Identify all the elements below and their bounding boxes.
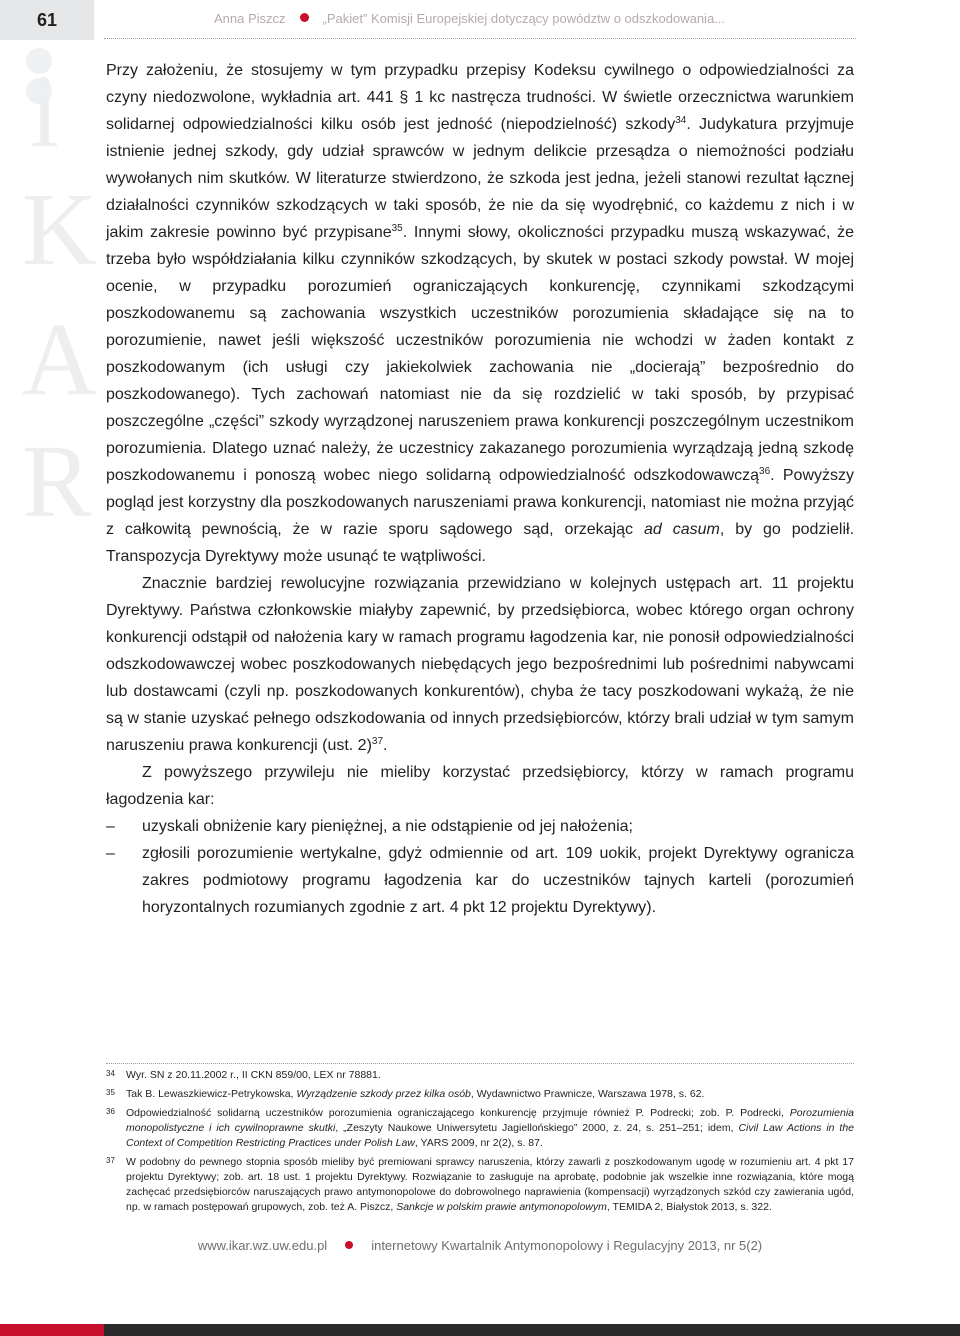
bottom-bar-accent	[0, 1324, 104, 1336]
footnote-35: 35 Tak B. Lewaszkiewicz-Petrykowska, Wyrządzenie szkody przez kilka osób, Wydawnictwo Prawnicze, Warszawa 1978, s. 62.	[106, 1088, 705, 1100]
running-head	[214, 11, 725, 26]
footnote-34: 34 Wyr. SN z 20.11.2002 r., II CKN 859/00, LEX nr 78881.	[106, 1069, 381, 1081]
page-number: 61	[0, 0, 94, 40]
side-letter-a: A	[22, 302, 98, 417]
paragraph-3: Z powyższego przywileju nie mieliby korzystać przedsiębiorcy, którzy w ramach programu łagodzenia kar:	[106, 764, 854, 808]
footnotes-divider	[106, 1063, 854, 1064]
footnote-37: 37 W podobny do pewnego stopnia sposób mieliby być premiowani sprawcy naruszenia, którzy zawarli z poszkodowanym ugodę w rozumieniu art. 4 pkt 17 projektu Dyrektywy; zob. art. 18 ust. 1 projektu Dyrektywy. Rozwiązanie to zasługuje na aprobatę, podobnie jak wszelkie inne rozwiązania, które mogą zachęcać przedsiębiorców naruszających prawo antymonopolowe do dobrowolnego naprawienia (kompensacji) wyrządzonych szkód czy zawierania ugód, np. w ramach postępowań grupowych, zob. też A. Piszcz, Sankcje w polskim prawie antymonopolowym, TEMIDA 2, Białystok 2013, s. 322.	[106, 1156, 854, 1213]
footer	[0, 1238, 960, 1253]
side-letter-k: K	[22, 172, 98, 287]
bottom-bar	[0, 1324, 960, 1336]
running-head-author: Anna Piszcz	[214, 11, 286, 26]
paragraph-2: Znacznie bardziej rewolucyjne rozwiązania przewidziano w kolejnych ustępach art. 11 projektu Dyrektywy. Państwa członkowskie miałyby zapewnić, by przedsiębiorca, wobec którego organ ochrony konkurencji odstąpił od nałożenia kary w ramach programu łagodzenia kar, nie ponosił odpowiedzialności odszkodowawczej wobec poszkodowanych niebędących jego bezpośrednimi lub pośrednimi nabywcami lub dostawcami (czyli np. poszkodowanych konkurentów), chyba że tacy poszkodowani wykażą, że nie są w stanie uzyskać pełnego odszkodowania od innych przedsiębiorców, którzy brali udział w tym samym naruszeniu prawa konkurencji (ust. 2)$^{37}$.	[106, 575, 854, 754]
running-head-title: „Pakiet” Komisji Europejskiej dotyczący powództw o odszkodowania...	[322, 11, 726, 26]
footnote-ref-37[interactable]: 37	[371, 736, 384, 747]
article-body	[106, 57, 854, 921]
bullet-dot-icon	[300, 13, 309, 22]
list-item: – zgłosili porozumienie wertykalne, gdyż odmiennie od art. 109 uokik, projekt Dyrektywy ogranicza zakres podmiotowy programu łagodzenia kar do uczestników tajnych karteli (porozumień horyzontalnych rozumianych zgodnie z art. 4 pkt 12 projektu Dyrektywy).	[106, 845, 854, 916]
footnote-ref-36[interactable]: 36	[759, 466, 771, 477]
side-letter-i: i	[30, 54, 59, 169]
bullet-dot-icon	[345, 1241, 353, 1249]
header-divider	[104, 38, 856, 39]
footnote-ref-35[interactable]: 35	[391, 223, 403, 234]
list-item: – uzyskali obniżenie kary pieniężnej, a nie odstąpienie od jej nałożenia;	[106, 818, 633, 835]
footer-journal: internetowy Kwartalnik Antymonopolowy i Regulacyjny 2013, nr 5(2)	[371, 1238, 763, 1253]
footnote-36: 36 Odpowiedzialność solidarną uczestników porozumienia ograniczającego konkurencję przyjmuje również P. Podrecki; zob. P. Podrecki, Porozumienia monopolistyczne i ich cywilnoprawne skutki, „Zeszyty Naukowe Uniwersytetu Jagiellońskiego” 2000, z. 24, s. 251–251; idem, Civil Law Actions in the Context of Competition Restricting Practices under Polish Law, YARS 2009, nr 2(2), s. 87.	[106, 1107, 855, 1149]
footnote-ref-34[interactable]: 34	[675, 115, 687, 126]
footnotes	[106, 1068, 854, 1219]
paragraph-1: Przy założeniu, że stosujemy w tym przypadku przepisy Kodeksu cywilnego o odpowiedzialności za czyny niedozwolone, wykładnia art. 441 § 1 kc nastręcza trudności. W świetle orzecznictwa warunkiem solidarnej odpowiedzialności kilku osób jest jedność (niepodzielność) szkody$^{34}$. Judykatura przyjmuje istnienie jednej szkody, gdy udział sprawców w jednym delikcie przesądza o niemożności podziału wywołanych nim skutków. W literaturze stwierdzono, że szkoda jest jedna, jeżeli stanowi rezultat łącznej działalności czynników szkodzących w taki sposób, że nie da się wyodrębnić, co każdemu z nich i w jakim zakresie powinno być przypisane$^{35}$. Innymi słowy, okoliczności przypadku muszą wskazywać, że trzeba było współdziałania kilku czynników szkodzących, by skutek w postaci szkody powstał. W mojej ocenie, w przypadku porozumień ograniczających konkurencję, czynnikami szkodzącymi poszkodowanemu są zachowania wszystkich uczestników porozumienia składające się na to porozumienie, nawet jeśli większość uczestników porozumienia nie wchodzi w żaden kontakt z poszkodowanym (ich usługi czy jakiekolwiek zachowania nie „docierają” bezpośrednio do poszkodowanego). Tych zachowań natomiast nie da się rozdzielić w taki sposób, by przypisać poszczególne „części” szkody wyrządzonej naruszeniem prawa konkurencji poszczególnym uczestnikom porozumienia. Dlatego uznać należy, że uczestnicy zakazanego porozumienia wyrządzają jedną szkodę poszkodowanemu i ponoszą wobec niego solidarną odpowiedzialność odszkodowawczą$^{36}$. Powyższy pogląd jest korzystny dla poszkodowanych naruszeniami prawa konkurencji, natomiast nie można przyjąć z całkowitą pewnością, że w razie sporu sądowego sąd, orzekając ad casum, by go podzielił. Transpozycja Dyrektywy może usunąć te wątpliwości.	[106, 62, 855, 565]
side-letter-r: R	[22, 424, 92, 539]
footer-url[interactable]: www.ikar.wz.uw.edu.pl	[197, 1238, 328, 1253]
